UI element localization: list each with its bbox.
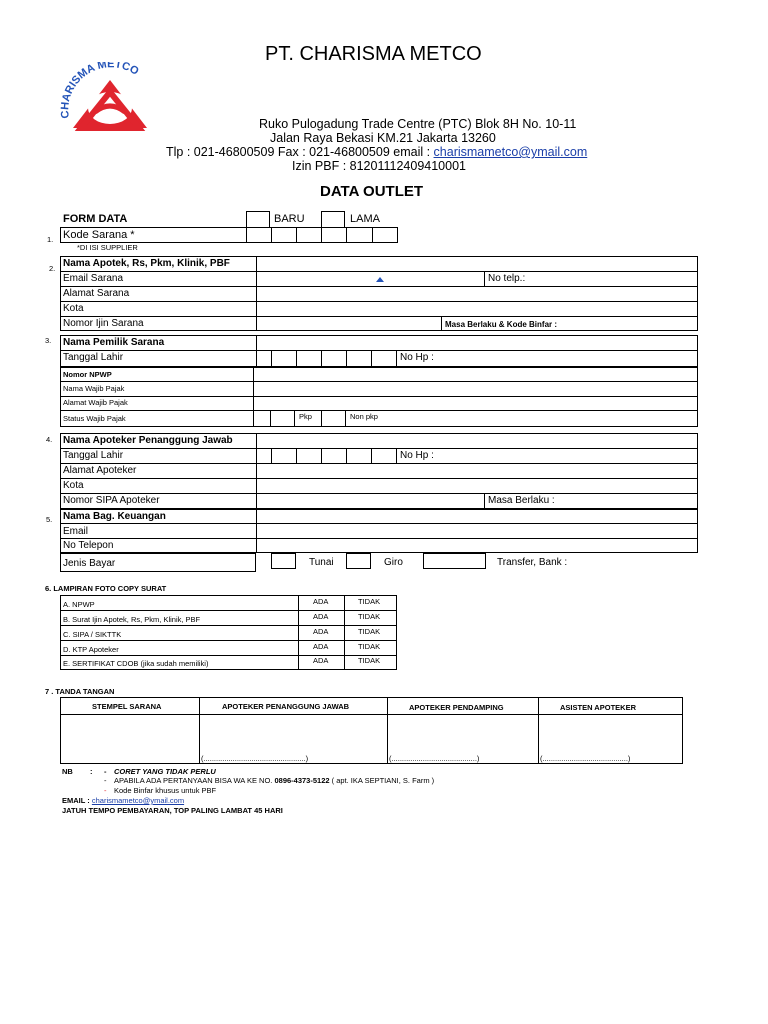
company-logo xyxy=(55,62,165,140)
pemilik-no-hp-label: No Hp : xyxy=(400,352,434,363)
tidak-option[interactable]: TIDAK xyxy=(358,612,381,621)
lama-label: LAMA xyxy=(350,213,380,225)
nama-apotek-label: Nama Apotek, Rs, Pkm, Klinik, PBF xyxy=(63,258,230,269)
logo-text: CHARISMA METCO xyxy=(59,62,141,119)
signature-line-apj[interactable]: (.................................................) xyxy=(201,754,309,763)
lampiran-row: C. SIPA / SIKTTK xyxy=(63,630,122,639)
alamat-apoteker-label: Alamat Apoteker xyxy=(63,465,137,476)
ada-option[interactable]: ADA xyxy=(313,597,329,606)
keuangan-email-label: Email xyxy=(63,526,89,537)
company-name: PT. CHARISMA METCO xyxy=(265,43,482,65)
nama-pemilik-label: Nama Pemilik Sarana xyxy=(63,337,165,348)
alamat-wajib-pajak-label: Alamat Wajib Pajak xyxy=(63,398,128,407)
note-coret: CORET YANG TIDAK PERLU xyxy=(114,767,216,776)
kota-label: Kota xyxy=(63,303,84,314)
tidak-option[interactable]: TIDAK xyxy=(358,656,381,665)
tunai-checkbox[interactable] xyxy=(271,553,296,569)
ada-option[interactable]: ADA xyxy=(313,656,329,665)
lampiran-row: D. KTP Apoteker xyxy=(63,645,119,654)
lampiran-title: 6. LAMPIRAN FOTO COPY SURAT xyxy=(45,584,167,593)
form-title: DATA OUTLET xyxy=(320,183,424,200)
notes-email-label: EMAIL : xyxy=(62,796,92,805)
note-dash-1: - xyxy=(104,767,107,776)
baru-label: BARU xyxy=(274,213,305,225)
contact-prefix: Tlp : 021-46800509 Fax : 021-46800509 email : xyxy=(166,145,434,159)
note-kode-binfar: Kode Binfar khusus untuk PBF xyxy=(114,786,217,795)
contact-line xyxy=(166,145,587,159)
nama-bag-keuangan-label: Nama Bag. Keuangan xyxy=(63,511,166,522)
tidak-option[interactable]: TIDAK xyxy=(358,597,381,606)
section-5-number: 5. xyxy=(46,515,53,524)
masa-berlaku-binfar-label: Masa Berlaku & Kode Binfar : xyxy=(445,320,558,329)
section-3-number: 3. xyxy=(45,336,52,345)
cursor-mark-icon xyxy=(376,270,384,288)
nomor-sipa-label: Nomor SIPA Apoteker xyxy=(63,495,160,506)
section-4-number: 4. xyxy=(46,435,53,444)
section-2-number: 2. xyxy=(49,264,56,273)
note-pertanyaan-suffix: ( apt. IKA SEPTIANI, S. Farm ) xyxy=(329,776,435,785)
tunai-label: Tunai xyxy=(309,557,334,568)
pajak-table xyxy=(60,367,698,427)
note-dash-3: - xyxy=(104,786,107,795)
transfer-checkbox[interactable] xyxy=(423,553,486,569)
contact-email-link[interactable]: charismametco@ymail.com xyxy=(433,145,588,159)
note-wa-number: 0896-4373-5122 xyxy=(274,776,330,785)
non-pkp-label: Non pkp xyxy=(350,412,378,421)
pkp-label: Pkp xyxy=(299,412,312,421)
keuangan-no-telepon-label: No Telepon xyxy=(63,540,114,551)
lampiran-row: A. NPWP xyxy=(63,600,95,609)
giro-label: Giro xyxy=(384,557,403,568)
pemilik-tanggal-lahir-label: Tanggal Lahir xyxy=(63,352,124,363)
nb-label: NB xyxy=(62,767,73,776)
tidak-option[interactable]: TIDAK xyxy=(358,642,381,651)
nomor-ijin-sarana-label: Nomor Ijin Sarana xyxy=(63,318,144,329)
nomor-npwp-label: Nomor NPWP xyxy=(63,370,112,379)
logo-icon xyxy=(55,62,165,140)
alamat-sarana-label: Alamat Sarana xyxy=(63,288,130,299)
notes-email-link[interactable]: charismametco@ymail.com xyxy=(91,796,185,805)
apoteker-no-hp-label: No Hp : xyxy=(400,450,434,461)
address-line-1: Ruko Pulogadung Trade Centre (PTC) Blok 8H No. 10-11 xyxy=(259,117,577,131)
ada-option[interactable]: ADA xyxy=(313,642,329,651)
izin-pbf: Izin PBF : 81201112409410001 xyxy=(292,159,466,173)
apoteker-pendamping-header: APOTEKER PENDAMPING xyxy=(409,703,504,712)
giro-checkbox[interactable] xyxy=(346,553,371,569)
pkp-checkbox[interactable] xyxy=(270,410,295,427)
section-1-number: 1. xyxy=(47,235,54,244)
apoteker-pj-header: APOTEKER PENANGGUNG JAWAB xyxy=(222,702,350,711)
address-line-2: Jalan Raya Bekasi KM.21 Jakarta 13260 xyxy=(270,131,496,145)
signature-line-asisten[interactable]: (.........................................) xyxy=(540,754,631,763)
ada-option[interactable]: ADA xyxy=(313,612,329,621)
notes-email-line xyxy=(62,796,184,805)
kode-sarana-note: *DI ISI SUPPLIER xyxy=(77,243,138,252)
note-dash-2: - xyxy=(104,776,107,785)
note-pertanyaan-prefix: APABILA ADA PERTANYAAN BISA WA KE NO. xyxy=(114,776,275,785)
signature-line-pendamping[interactable]: (.........................................) xyxy=(389,754,480,763)
non-pkp-checkbox[interactable] xyxy=(321,410,346,427)
jenis-bayar-label: Jenis Bayar xyxy=(63,558,116,569)
nama-apoteker-pj-label: Nama Apoteker Penanggung Jawab xyxy=(63,435,233,446)
email-sarana-label: Email Sarana xyxy=(63,273,124,284)
asisten-apoteker-header: ASISTEN APOTEKER xyxy=(560,703,636,712)
stempel-sarana-header: STEMPEL SARANA xyxy=(92,702,162,711)
transfer-bank-label: Transfer, Bank : xyxy=(497,557,568,568)
lama-checkbox[interactable] xyxy=(321,211,345,228)
nama-wajib-pajak-label: Nama Wajib Pajak xyxy=(63,384,125,393)
note-pertanyaan xyxy=(114,776,434,785)
tanda-tangan-title: 7 . TANDA TANGAN xyxy=(45,687,115,696)
ada-option[interactable]: ADA xyxy=(313,627,329,636)
kode-sarana-label: Kode Sarana * xyxy=(63,229,135,241)
jatuh-tempo-note: JATUH TEMPO PEMBAYARAN, TOP PALING LAMBAT 45 HARI xyxy=(62,806,283,815)
baru-checkbox[interactable] xyxy=(246,211,270,228)
apoteker-tanggal-lahir-label: Tanggal Lahir xyxy=(63,450,124,461)
apoteker-kota-label: Kota xyxy=(63,480,84,491)
form-data-label: FORM DATA xyxy=(63,213,128,225)
status-wajib-pajak-label: Status Wajib Pajak xyxy=(63,414,126,423)
no-telp-label: No telp.: xyxy=(488,273,526,284)
sipa-masa-berlaku-label: Masa Berlaku : xyxy=(488,495,555,506)
lampiran-row: E. SERTIFIKAT CDOB (jika sudah memiliki) xyxy=(63,659,209,668)
lampiran-row: B. Surat Ijin Apotek, Rs, Pkm, Klinik, PBF xyxy=(63,615,201,624)
nb-colon: : xyxy=(90,767,93,776)
tidak-option[interactable]: TIDAK xyxy=(358,627,381,636)
